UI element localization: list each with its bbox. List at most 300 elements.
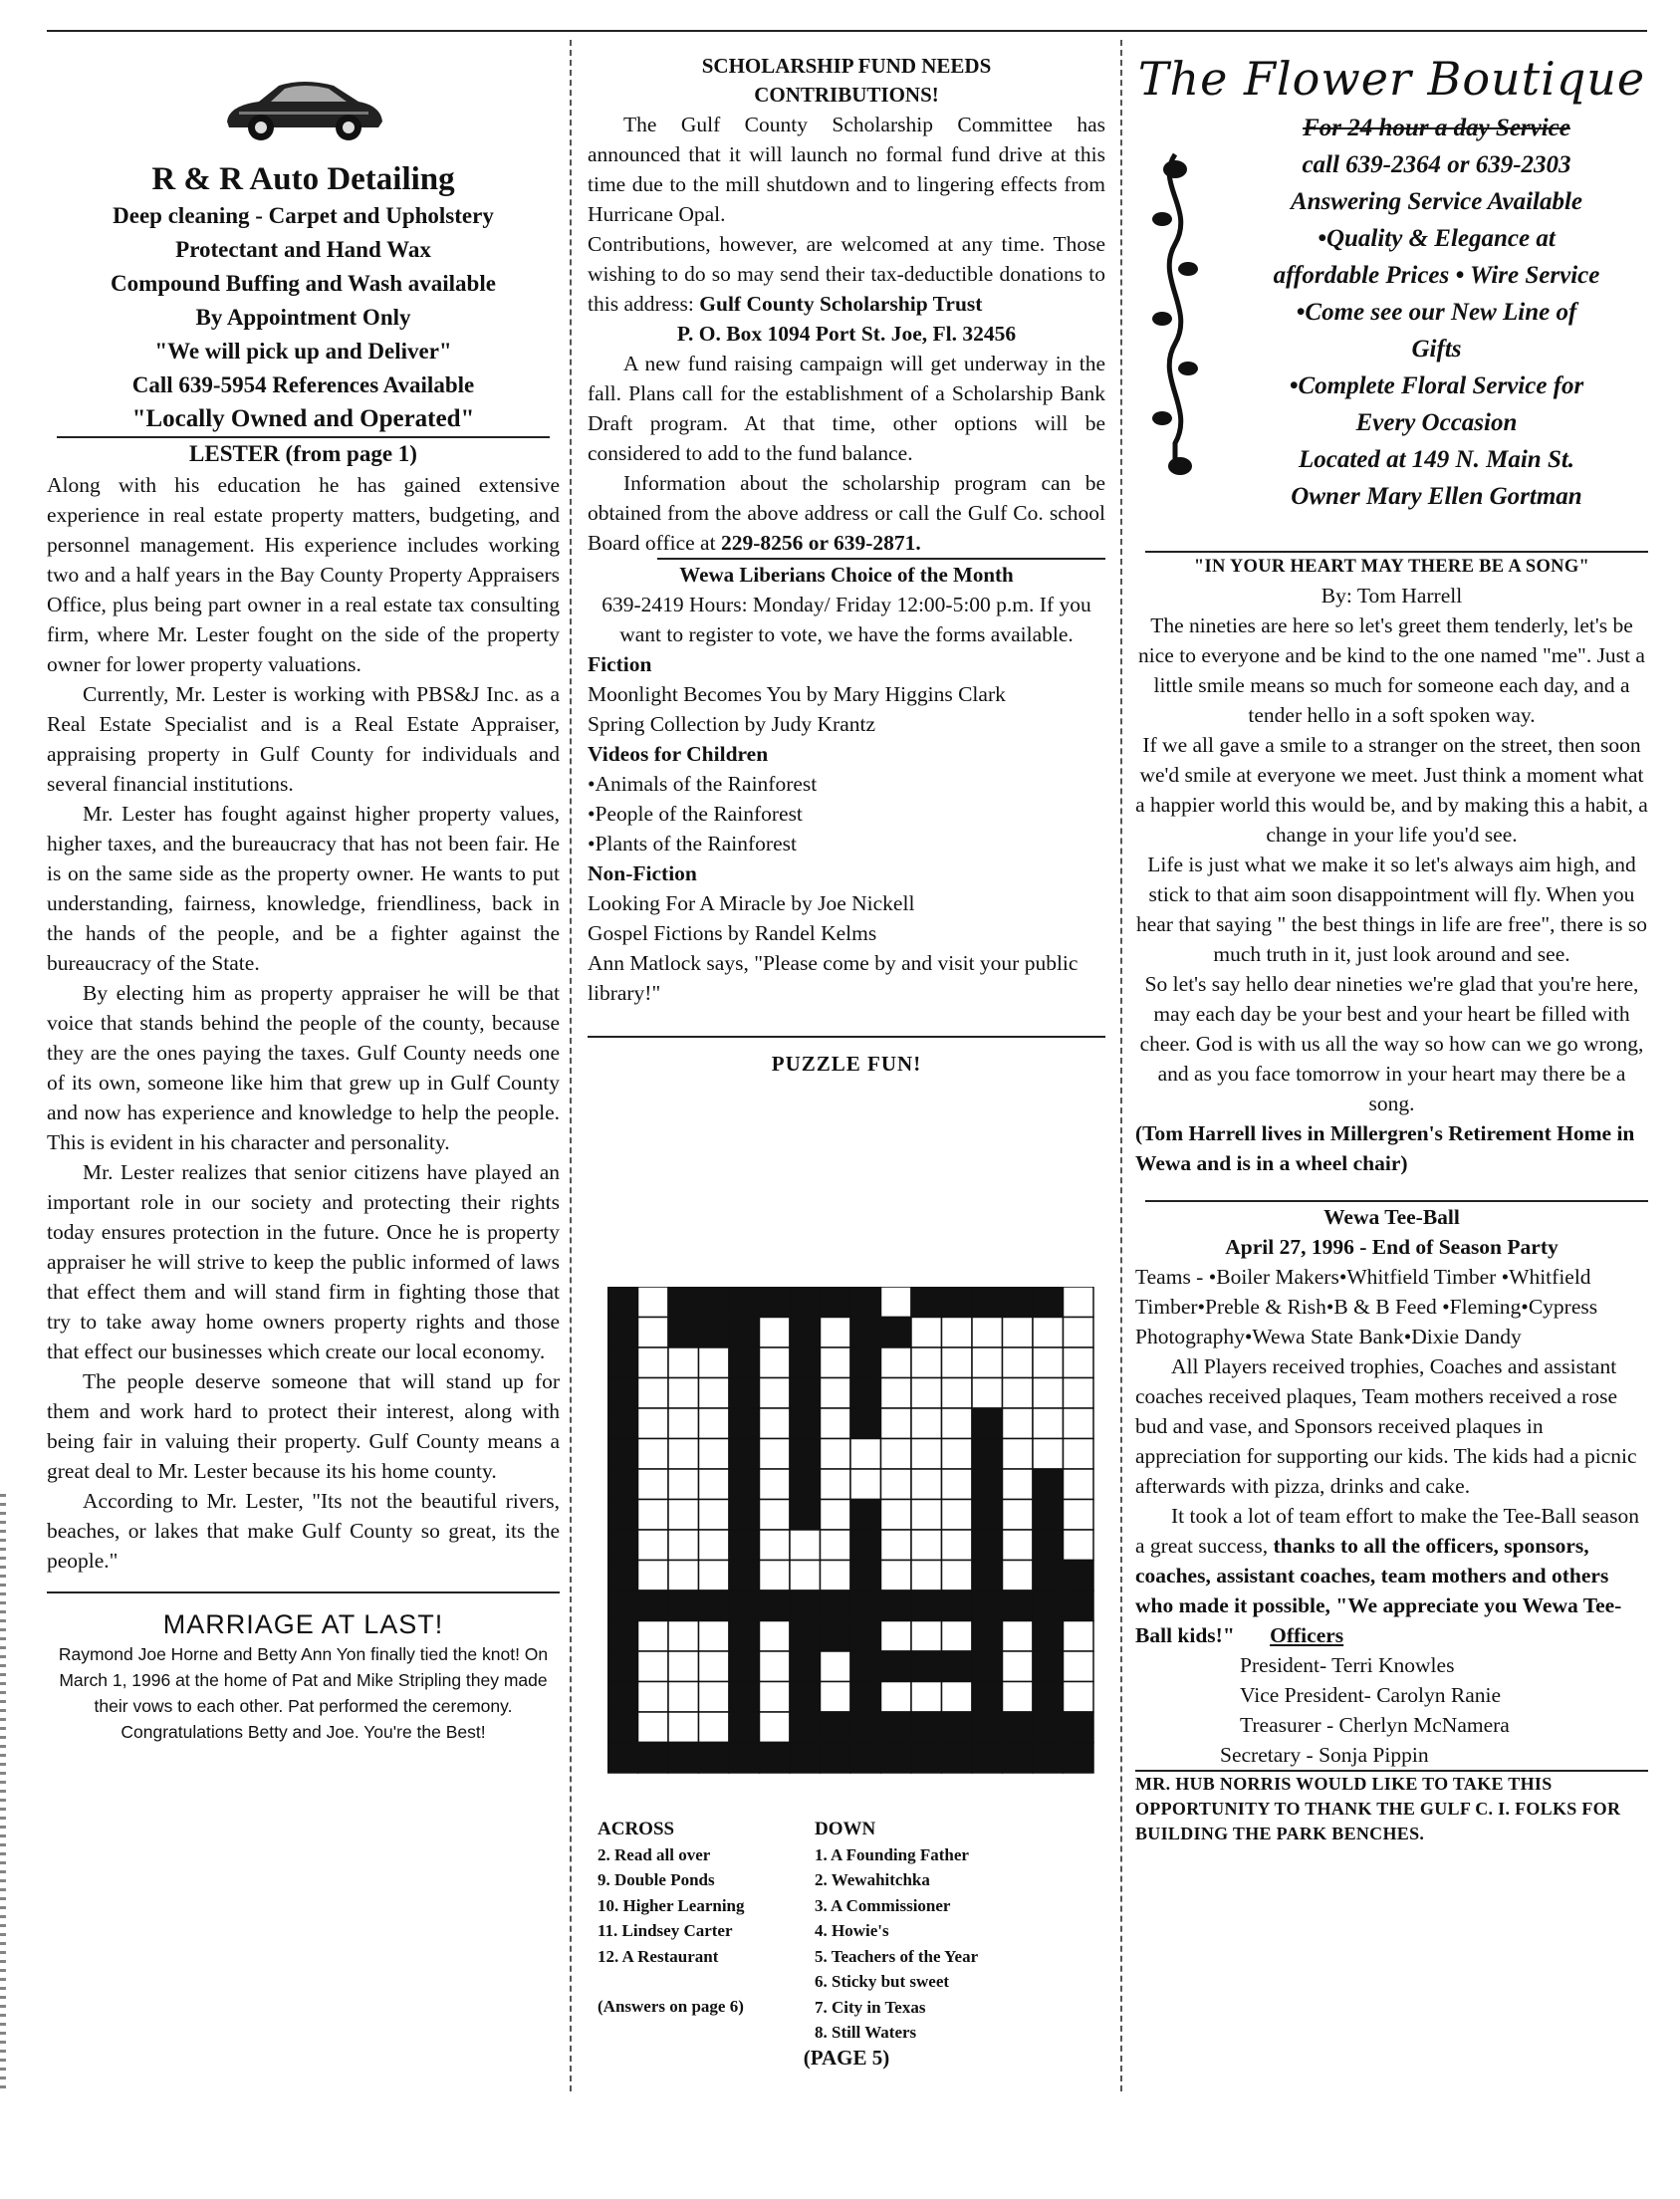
crossword-cell (942, 1621, 973, 1652)
crossword-cell (911, 1439, 942, 1470)
crossword-cell (638, 1378, 669, 1409)
flower-line: •Complete Floral Service for (1289, 372, 1584, 399)
crossword-cell (881, 1682, 912, 1713)
ad-line: Deep cleaning - Carpet and Upholstery (113, 203, 494, 228)
flower-line: For 24 hour a day Service (1303, 115, 1570, 141)
crossword-block (972, 1590, 1003, 1621)
crossword-block (607, 1530, 638, 1561)
poem-stanza: The nineties are here so let's greet them tenderly, let's be nice to everyone and be kind to the one named "me". Just a little smile means so much for someone each day, and a tender hello in a soft spoken way. (1138, 613, 1645, 727)
crossword-cell (760, 1682, 791, 1713)
clue: 4. Howie's (815, 1921, 889, 1940)
crossword-block (972, 1651, 1003, 1682)
scan-edge-artifact (0, 1494, 6, 2091)
crossword-cell (942, 1439, 973, 1470)
crossword-cell (942, 1347, 973, 1378)
crossword-cell (1064, 1469, 1094, 1500)
crossword-block (607, 1378, 638, 1409)
crossword-cell (699, 1378, 730, 1409)
crossword-block (699, 1590, 730, 1621)
poem-note: (Tom Harrell lives in Millergren's Retirement Home in Wewa and is in a wheel chair) (1135, 1121, 1635, 1175)
crossword-cell (911, 1347, 942, 1378)
crossword-cell (911, 1469, 942, 1500)
crossword-cell (638, 1530, 669, 1561)
crossword-block (972, 1439, 1003, 1470)
top-rule (47, 30, 1647, 32)
flower-line: •Come see our New Line of (1296, 299, 1577, 326)
crossword-cell (1003, 1530, 1034, 1561)
crossword-cell (668, 1621, 699, 1652)
crossword-cell (1003, 1439, 1034, 1470)
crossword-cell (1033, 1408, 1064, 1439)
crossword-cell (1003, 1621, 1034, 1652)
crossword-block (972, 1712, 1003, 1743)
clue: 2. Read all over (598, 1844, 711, 1864)
flower-ad-body (1135, 110, 1648, 515)
crossword-cell (881, 1469, 912, 1500)
clue: 1. A Founding Father (815, 1844, 969, 1864)
crossword-cell (668, 1712, 699, 1743)
lester-paragraph: According to Mr. Lester, "Its not the beautiful rivers, beaches, or lakes that make Gulf County so great, its the people." (47, 1489, 560, 1573)
crossword-block (942, 1651, 973, 1682)
crossword-cell (699, 1439, 730, 1470)
puzzle-title: PUZZLE FUN! (771, 1052, 922, 1076)
crossword-cell (821, 1469, 851, 1500)
crossword-cell (911, 1621, 942, 1652)
crossword-cell (699, 1408, 730, 1439)
crossword-block (607, 1590, 638, 1621)
crossword-cell (760, 1318, 791, 1348)
lester-paragraph: Currently, Mr. Lester is working with PBS&J Inc. as a Real Estate Specialist and is a Real Estate Appraiser, appraising property in Gulf County for individuals and several financial institutions. (47, 682, 560, 796)
crossword-block (607, 1318, 638, 1348)
ad-line: "We will pick up and Deliver" (154, 339, 452, 364)
crossword-block (850, 1682, 881, 1713)
crossword-block (729, 1651, 760, 1682)
crossword-cell (760, 1408, 791, 1439)
officers-label: Officers (1270, 1623, 1344, 1647)
crossword-cell (760, 1378, 791, 1409)
crossword-cell (881, 1439, 912, 1470)
crossword-cell (1003, 1318, 1034, 1348)
crossword-cell (972, 1378, 1003, 1409)
crossword-block (850, 1500, 881, 1531)
poem-stanza: Life is just what we make it so let's always aim high, and stick to that aim soon disappointment will fly. When you hear that saying " the best things in life are free", there is so much truth in it, just look around and see. (1135, 853, 1648, 966)
crossword-block (881, 1712, 912, 1743)
flower-line: •Quality & Elegance at (1318, 225, 1556, 252)
ad-line: By Appointment Only (195, 305, 411, 330)
marriage-title: MARRIAGE AT LAST! (162, 1609, 444, 1639)
flower-line: Located at 149 N. Main St. (1298, 446, 1575, 473)
crossword-cell (942, 1561, 973, 1591)
crossword-block (821, 1621, 851, 1652)
crossword-block (790, 1287, 821, 1318)
crossword-cell (760, 1651, 791, 1682)
crossword-block (729, 1500, 760, 1531)
crossword-block (1033, 1500, 1064, 1531)
lester-paragraph: By electing him as property appraiser he will be that voice that stands behind the people of the county, because they are the ones paying the taxes. Gulf County needs one of its own, someone like him that grew up in Gulf County and now has experience and knowledge to help the people. This is evident in his character and personality. (47, 981, 560, 1154)
crossword-cell (821, 1439, 851, 1470)
crossword-cell (821, 1682, 851, 1713)
crossword-cell (942, 1682, 973, 1713)
crossword-cell (881, 1287, 912, 1318)
crossword-grid (607, 1287, 1105, 1785)
crossword-block (881, 1318, 912, 1348)
crossword-block (1033, 1712, 1064, 1743)
crossword-cell (638, 1408, 669, 1439)
crossword-cell (942, 1318, 973, 1348)
crossword-block (972, 1561, 1003, 1591)
crossword-block (729, 1743, 760, 1774)
crossword-block (911, 1743, 942, 1774)
crossword-block (972, 1682, 1003, 1713)
scholarship-title: CONTRIBUTIONS! (754, 83, 939, 107)
crossword-block (760, 1287, 791, 1318)
crossword-cell (699, 1621, 730, 1652)
crossword-block (972, 1530, 1003, 1561)
crossword-cell (1064, 1682, 1094, 1713)
crossword-block (790, 1743, 821, 1774)
crossword-block (729, 1469, 760, 1500)
crossword-block (607, 1712, 638, 1743)
crossword-cell (699, 1500, 730, 1531)
crossword-cell (668, 1530, 699, 1561)
crossword-cell (760, 1530, 791, 1561)
crossword-block (1033, 1682, 1064, 1713)
flower-line: Owner Mary Ellen Gortman (1291, 483, 1582, 510)
column-right (1135, 48, 1648, 1846)
ad-title: R & R Auto Detailing (151, 161, 455, 197)
crossword-block (972, 1500, 1003, 1531)
crossword-cell (760, 1500, 791, 1531)
marriage-text: Raymond Joe Horne and Betty Ann Yon finally tied the knot! On March 1, 1996 at the home of Pat and Mike Stripling they made their vows to each other. Pat performed the ceremony. Congratulations Betty and Joe. You're the Best! (58, 1644, 549, 1742)
crossword-cell (942, 1408, 973, 1439)
teeball-title: Wewa Tee-Ball (1323, 1205, 1460, 1229)
crossword-cell (1003, 1408, 1034, 1439)
down-clues (815, 1817, 978, 2046)
crossword-cell (668, 1651, 699, 1682)
scholarship-phone: 229-8256 or 639-2871. (720, 531, 921, 555)
crossword-block (850, 1590, 881, 1621)
flower-line: Answering Service Available (1290, 188, 1583, 215)
ad-line: Protectant and Hand Wax (175, 237, 431, 262)
crossword-block (607, 1408, 638, 1439)
scholarship-paragraph: A new fund raising campaign will get underway in the fall. Plans call for the establishment of a Scholarship Bank Draft program. At that time, other options will be considered to add to the fund balance. (588, 352, 1105, 465)
officer: Vice President- Carolyn Ranie (1240, 1683, 1502, 1707)
lester-paragraph: Along with his education he has gained extensive experience in real estate property matters, budgeting, and personnel management. His experience includes working two and a half years in the Bay County Property Appraisers Office, plus being part owner in a real estate tax consulting firm, where Mr. Lester fought on the side of the property owner for lower property valuations. (47, 473, 560, 676)
crossword-block (972, 1621, 1003, 1652)
crossword-cell (911, 1318, 942, 1348)
crossword-cell (1033, 1318, 1064, 1348)
crossword-block (821, 1743, 851, 1774)
crossword-block (607, 1439, 638, 1470)
crossword-block (972, 1469, 1003, 1500)
crossword-cell (668, 1378, 699, 1409)
crossword-block (1064, 1590, 1094, 1621)
lester-paragraph: Mr. Lester has fought against higher property values, higher taxes, and the bureaucracy that has not been fair. He is on the same side as the property owner. He wants to put understanding, fairness, knowledge, friendliness, back in the hands of the people, and be a fighter against the bureaucracy of the State. (47, 802, 560, 975)
crossword-block (638, 1743, 669, 1774)
crossword-cell (821, 1347, 851, 1378)
crossword-cell (821, 1318, 851, 1348)
crossword-cell (881, 1378, 912, 1409)
crossword-cell (1033, 1378, 1064, 1409)
crossword-block (1033, 1621, 1064, 1652)
officer: Treasurer - Cherlyn McNamera (1240, 1713, 1510, 1737)
closing-note: MR. HUB NORRIS WOULD LIKE TO TAKE THIS OPPORTUNITY TO THANK THE GULF C. I. FOLKS FOR BUILDING THE PARK BENCHES. (1135, 1774, 1621, 1843)
crossword-cell (881, 1621, 912, 1652)
crossword-block (850, 1378, 881, 1409)
crossword-cell (881, 1347, 912, 1378)
across-label: ACROSS (598, 1819, 675, 1839)
crossword-block (942, 1712, 973, 1743)
crossword-cell (1064, 1378, 1094, 1409)
crossword-block (607, 1743, 638, 1774)
crossword-cell (668, 1500, 699, 1531)
crossword-cell (942, 1469, 973, 1500)
crossword-block (607, 1287, 638, 1318)
crossword-cell (1003, 1469, 1034, 1500)
crossword-cell (972, 1318, 1003, 1348)
crossword-block (638, 1590, 669, 1621)
crossword-block (760, 1590, 791, 1621)
crossword-cell (638, 1682, 669, 1713)
crossword-cell (881, 1561, 912, 1591)
clue: 9. Double Ponds (598, 1870, 715, 1889)
crossword-block (729, 1287, 760, 1318)
crossword-cell (942, 1530, 973, 1561)
crossword-cell (1064, 1651, 1094, 1682)
crossword-block (729, 1408, 760, 1439)
flower-line: affordable Prices • Wire Service (1273, 262, 1600, 289)
crossword-block (729, 1530, 760, 1561)
crossword-cell (911, 1561, 942, 1591)
crossword-block (760, 1743, 791, 1774)
clue: 2. Wewahitchka (815, 1870, 930, 1889)
crossword-cell (699, 1712, 730, 1743)
crossword-cell (911, 1500, 942, 1531)
crossword-block (850, 1743, 881, 1774)
crossword-block (790, 1469, 821, 1500)
teeball-teams: Teams - •Boiler Makers•Whitfield Timber •Whitfield Timber•Preble & Rish•B & B Feed •Fleming•Cypress Photography•Wewa State Bank•Dixie Dandy (1135, 1265, 1598, 1348)
crossword-block (850, 1408, 881, 1439)
crossword-block (1003, 1743, 1034, 1774)
video-item: •Plants of the Rainforest (588, 832, 797, 855)
crossword-cell (1064, 1347, 1094, 1378)
crossword-cell (1003, 1378, 1034, 1409)
crossword-cell (942, 1500, 973, 1531)
crossword-block (1003, 1287, 1034, 1318)
crossword-block (607, 1621, 638, 1652)
crossword-block (850, 1347, 881, 1378)
crossword-cell (699, 1651, 730, 1682)
crossword-cell (638, 1651, 669, 1682)
crossword-block (911, 1712, 942, 1743)
crossword-block (668, 1743, 699, 1774)
crossword-block (790, 1682, 821, 1713)
crossword-cell (760, 1712, 791, 1743)
crossword-cell (1003, 1561, 1034, 1591)
crossword-block (1033, 1743, 1064, 1774)
ad-slogan: "Locally Owned and Operated" (131, 405, 475, 432)
crossword-block (942, 1743, 973, 1774)
crossword-block (607, 1651, 638, 1682)
crossword-cell (1003, 1500, 1034, 1531)
divider (588, 1036, 1105, 1038)
crossword-block (881, 1651, 912, 1682)
crossword-cell (821, 1561, 851, 1591)
down-label: DOWN (815, 1819, 876, 1839)
crossword-block (790, 1621, 821, 1652)
answers-note: (Answers on page 6) (598, 1997, 744, 2016)
crossword-block (821, 1712, 851, 1743)
crossword-cell (638, 1287, 669, 1318)
divider (47, 1591, 560, 1593)
crossword-cell (638, 1347, 669, 1378)
crossword-cell (638, 1500, 669, 1531)
crossword-block (942, 1590, 973, 1621)
clue: 12. A Restaurant (598, 1946, 719, 1966)
crossword-block (850, 1530, 881, 1561)
across-clues (598, 1817, 745, 2020)
crossword-cell (881, 1500, 912, 1531)
crossword-cell (699, 1530, 730, 1561)
crossword-block (668, 1287, 699, 1318)
crossword-block (821, 1590, 851, 1621)
crossword-cell (638, 1561, 669, 1591)
crossword-block (729, 1682, 760, 1713)
crossword-cell (790, 1561, 821, 1591)
crossword-block (850, 1621, 881, 1652)
crossword-cell (821, 1378, 851, 1409)
crossword-block (699, 1318, 730, 1348)
crossword-block (942, 1287, 973, 1318)
teeball-subtitle: April 27, 1996 - End of Season Party (1225, 1235, 1559, 1259)
crossword-cell (972, 1347, 1003, 1378)
crossword-block (911, 1651, 942, 1682)
crossword-block (790, 1590, 821, 1621)
flower-line: call 639-2364 or 639-2303 (1302, 151, 1571, 178)
crossword-block (1033, 1530, 1064, 1561)
crossword-block (1033, 1469, 1064, 1500)
library-heading: Wewa Liberians Choice of the Month (679, 563, 1014, 587)
crossword-cell (668, 1439, 699, 1470)
crossword-block (699, 1287, 730, 1318)
crossword-block (729, 1561, 760, 1591)
flower-line: Gifts (1411, 336, 1462, 363)
crossword-cell (668, 1682, 699, 1713)
crossword-cell (760, 1347, 791, 1378)
crossword-block (911, 1287, 942, 1318)
crossword-block (911, 1590, 942, 1621)
crossword-cell (911, 1378, 942, 1409)
crossword-block (699, 1743, 730, 1774)
crossword-cell (760, 1439, 791, 1470)
crossword-block (850, 1561, 881, 1591)
crossword-block (972, 1408, 1003, 1439)
clue: 7. City in Texas (815, 1997, 926, 2017)
crossword-block (881, 1743, 912, 1774)
teeball-thanks: thanks to all the officers, sponsors, coaches, assistant coaches, team mothers and others who made it possible, "We appreciate you Wewa Tee-Ball kids!" (1135, 1534, 1622, 1647)
crossword-cell (911, 1530, 942, 1561)
crossword-block (1003, 1712, 1034, 1743)
crossword-block (1064, 1561, 1094, 1591)
column-middle (588, 52, 1105, 2103)
nonfiction-label: Non-Fiction (588, 861, 697, 885)
library-closing: Ann Matlock says, "Please come by and visit your public library!" (588, 951, 1079, 1005)
crossword-block (1033, 1561, 1064, 1591)
crossword-cell (911, 1682, 942, 1713)
crossword-cell (1033, 1439, 1064, 1470)
crossword-cell (668, 1561, 699, 1591)
crossword-block (790, 1712, 821, 1743)
crossword-cell (1064, 1439, 1094, 1470)
crossword-block (790, 1378, 821, 1409)
crossword-block (790, 1408, 821, 1439)
video-item: •People of the Rainforest (588, 802, 803, 826)
lester-paragraph: The people deserve someone that will stand up for them and work hard to protect their interest, along with being fair in valuing their property. Gulf County means a great deal to Mr. Lester because its his home county. (47, 1369, 560, 1483)
crossword-block (668, 1590, 699, 1621)
flower-line: Every Occasion (1355, 409, 1518, 436)
library-hours: 639-2419 Hours: Monday/ Friday 12:00-5:00 p.m. If you want to register to vote, we have the forms available. (601, 593, 1091, 646)
crossword-cell (1033, 1347, 1064, 1378)
crossword-cell (760, 1469, 791, 1500)
scholarship-paragraph: Information about the scholarship program can be obtained from the above address or call the Gulf Co. school Board office at 229-8256 or 639-2871. (588, 471, 1105, 555)
lester-heading: LESTER (from page 1) (189, 441, 417, 466)
crossword-block (668, 1318, 699, 1348)
crossword-block (821, 1287, 851, 1318)
crossword-block (1033, 1287, 1064, 1318)
crossword-cell (911, 1408, 942, 1439)
scholarship-paragraph: The Gulf County Scholarship Committee has announced that it will launch no formal fund drive at this time due to the mill shutdown and to lingering effects from Hurricane Opal. (588, 113, 1105, 226)
crossword-cell (760, 1561, 791, 1591)
crossword-block (729, 1347, 760, 1378)
crossword-block (972, 1287, 1003, 1318)
crossword-cell (1003, 1682, 1034, 1713)
clue: 5. Teachers of the Year (815, 1946, 979, 1966)
clue: 6. Sticky but sweet (815, 1972, 950, 1991)
crossword-cell (668, 1347, 699, 1378)
crossword-block (729, 1712, 760, 1743)
poem-stanza: So let's say hello dear nineties we're glad that you're here, may each day be your best and your heart be filled with cheer. God is with us all the way so how can we go wrong, and as you face tomorrow in your heart may there be a song. (1139, 972, 1644, 1115)
book-item: Looking For A Miracle by Joe Nickell (588, 891, 915, 915)
crossword-cell (881, 1530, 912, 1561)
crossword-block (790, 1651, 821, 1682)
crossword-block (1033, 1590, 1064, 1621)
page-number: (PAGE 5) (803, 2046, 890, 2070)
clue: 10. Higher Learning (598, 1895, 745, 1915)
crossword-block (729, 1378, 760, 1409)
scholarship-paragraph: Contributions, however, are welcomed at any time. Those wishing to do so may send their tax-deductible donations to this address: Gulf County Scholarship Trust (588, 232, 1105, 316)
officer: Secretary - Sonja Pippin (1220, 1743, 1429, 1767)
fiction-label: Fiction (588, 652, 652, 676)
crossword-cell (638, 1439, 669, 1470)
crossword-block (607, 1347, 638, 1378)
crossword-block (790, 1500, 821, 1531)
crossword-block (1033, 1651, 1064, 1682)
column-divider-2 (1120, 40, 1122, 2091)
clue: 3. A Commissioner (815, 1895, 951, 1915)
crossword-cell (790, 1530, 821, 1561)
crossword-cell (1064, 1318, 1094, 1348)
crossword-block (729, 1439, 760, 1470)
crossword-cell (850, 1469, 881, 1500)
teeball-paragraph: It took a lot of team effort to make the Tee-Ball season a great success, thanks to all the officers, sponsors, coaches, assistant coaches, team mothers and others who made it possible, "We appreciate you Wewa Tee-Ball kids!" Officers (1135, 1504, 1639, 1647)
crossword-cell (821, 1500, 851, 1531)
crossword-cell (638, 1469, 669, 1500)
crossword-cell (821, 1408, 851, 1439)
crossword-cell (850, 1439, 881, 1470)
teeball-paragraph: All Players received trophies, Coaches and assistant coaches received plaques, Team mothers received a rose bud and vase, and Sponsors received plaques in appreciation for supporting our kids. The kids had a picnic afterwards with pizza, drinks and cake. (1135, 1354, 1637, 1498)
crossword-block (607, 1500, 638, 1531)
crossword-block (1003, 1590, 1034, 1621)
